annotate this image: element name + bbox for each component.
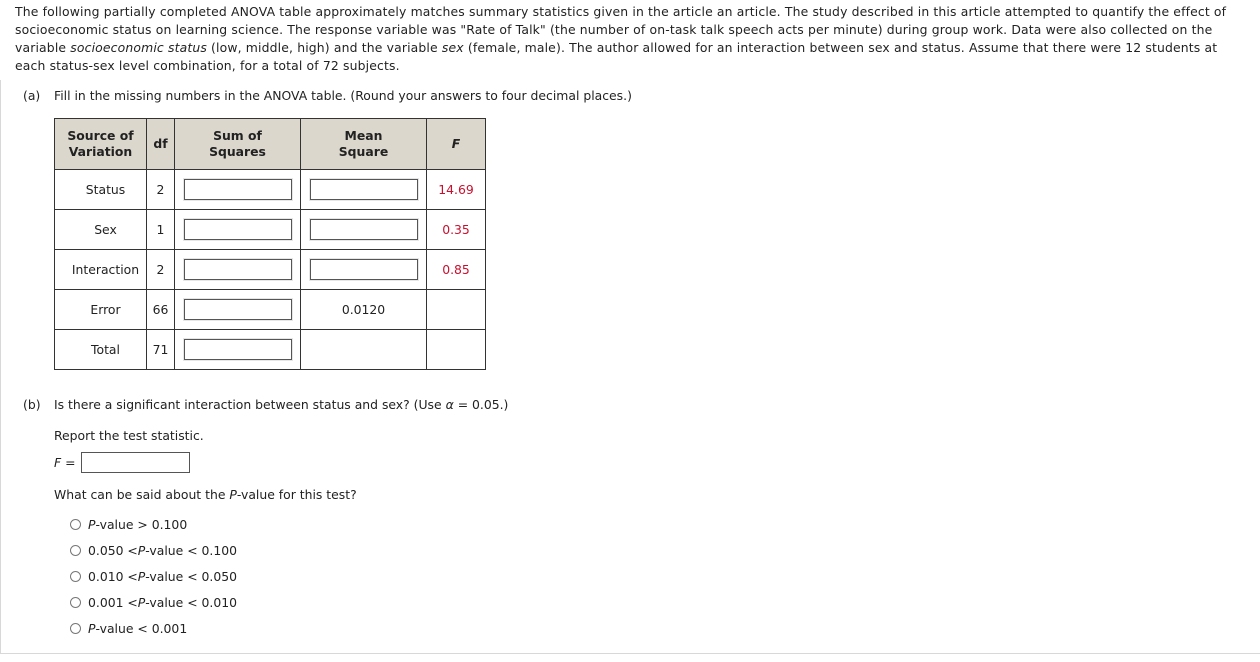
frame-left-border <box>0 80 1 654</box>
df-cell: 2 <box>147 250 175 290</box>
radio-button[interactable] <box>70 545 81 556</box>
table-row-interaction <box>55 250 486 290</box>
ss-cell <box>175 250 301 290</box>
ms-cell <box>301 170 427 210</box>
intro-text-2: (low, middle, high) and the variable <box>206 40 442 55</box>
f-value-cell: 0.35 <box>427 210 486 250</box>
ms-status-input[interactable] <box>310 179 418 200</box>
ss-error-input[interactable] <box>184 299 292 320</box>
header-source: Source of Variation <box>55 119 147 170</box>
anova-table <box>54 118 486 370</box>
ss-interaction-input[interactable] <box>184 259 292 280</box>
frame-bottom-border <box>0 653 1260 654</box>
df-cell: 1 <box>147 210 175 250</box>
pvalue-option-2[interactable]: 0.050 < P -value < 0.100 <box>70 537 237 563</box>
ss-cell <box>175 330 301 370</box>
header-df: df <box>147 119 175 170</box>
table-row-sex <box>55 210 486 250</box>
source-cell: Sex <box>55 210 147 250</box>
ms-cell <box>301 210 427 250</box>
radio-button[interactable] <box>70 597 81 608</box>
pvalue-option-1[interactable]: P -value > 0.100 <box>70 511 237 537</box>
pvalue-option-5[interactable]: P -value < 0.001 <box>70 615 237 641</box>
part-b-label: (b) <box>23 397 41 412</box>
alpha-symbol: α <box>445 397 454 412</box>
header-mean-square: Mean Square <box>301 119 427 170</box>
f-value-cell: 14.69 <box>427 170 486 210</box>
f-value-cell: 0.85 <box>427 250 486 290</box>
intro-text-3: (female, male). The author allowed for an interaction between sex and status. Assume that there were 12 students at each status-sex level combination, for a total of 72 subjects. <box>15 40 1218 73</box>
problem-intro <box>15 3 1250 75</box>
intro-emphasis-sex: sex <box>441 40 464 55</box>
f-empty-cell <box>427 330 486 370</box>
pvalue-option-4[interactable]: 0.001 < P -value < 0.010 <box>70 589 237 615</box>
f-statistic-input[interactable] <box>81 452 190 473</box>
intro-text-1: The following partially completed ANOVA table approximately matches summary statistics given in the article an article. The study described in this article attempted to quantify the effect of socioeconomic status on learning science. The response variable was "Rate of Talk" (the number of on-task talk speech acts per minute) during group work. Data were also collected on the variable <box>15 4 1227 55</box>
radio-button[interactable] <box>70 519 81 530</box>
radio-button[interactable] <box>70 571 81 582</box>
pvalue-question: What can be said about the P-value for this test? <box>54 487 357 502</box>
df-cell: 2 <box>147 170 175 210</box>
f-empty-cell <box>427 290 486 330</box>
ss-cell <box>175 290 301 330</box>
ms-empty-cell <box>301 330 427 370</box>
header-sum-of-squares: Sum of Squares <box>175 119 301 170</box>
table-row-error <box>55 290 486 330</box>
ss-cell <box>175 210 301 250</box>
source-cell: Status <box>55 170 147 210</box>
ss-cell <box>175 170 301 210</box>
part-a-label: (a) <box>23 88 41 103</box>
ms-sex-input[interactable] <box>310 219 418 240</box>
pvalue-option-3[interactable]: 0.010 < P -value < 0.050 <box>70 563 237 589</box>
df-cell: 71 <box>147 330 175 370</box>
source-cell: Interaction <box>55 250 147 290</box>
ms-interaction-input[interactable] <box>310 259 418 280</box>
ss-total-input[interactable] <box>184 339 292 360</box>
pvalue-options <box>70 511 237 641</box>
table-row-status <box>55 170 486 210</box>
f-statistic-label: F = <box>54 455 76 470</box>
part-b-question: Is there a significant interaction between status and sex? (Use α = 0.05.) <box>54 397 509 412</box>
table-row-total <box>55 330 486 370</box>
report-test-statistic-label: Report the test statistic. <box>54 428 204 443</box>
intro-emphasis-status: socioeconomic status <box>70 40 207 55</box>
f-statistic-row <box>54 452 190 473</box>
ms-cell <box>301 250 427 290</box>
header-f: F <box>427 119 486 170</box>
radio-button[interactable] <box>70 623 81 634</box>
ss-status-input[interactable] <box>184 179 292 200</box>
df-cell: 66 <box>147 290 175 330</box>
part-a-instructions: Fill in the missing numbers in the ANOVA table. (Round your answers to four decimal places.) <box>54 88 632 103</box>
ms-error-value: 0.0120 <box>301 290 427 330</box>
anova-header-row <box>55 119 486 170</box>
source-cell: Total <box>55 330 147 370</box>
ss-sex-input[interactable] <box>184 219 292 240</box>
source-cell: Error <box>55 290 147 330</box>
